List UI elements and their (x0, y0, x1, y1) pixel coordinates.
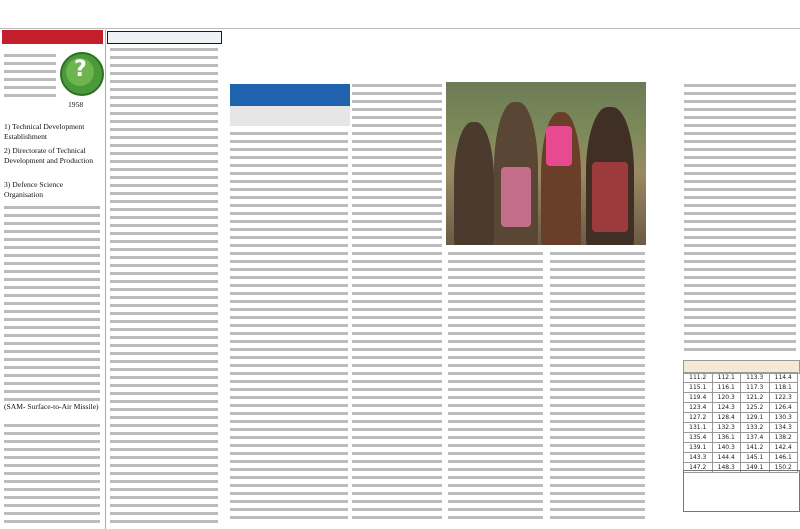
answer-key-cell: 129.1 (741, 413, 770, 423)
table-row (684, 403, 798, 413)
answer-key-cell: 150.2 (769, 463, 798, 473)
table-row (684, 453, 798, 463)
answer-key-cell: 134.3 (769, 423, 798, 433)
answer-key-cell: 120.3 (712, 393, 741, 403)
answer-key-cell: 125.2 (741, 403, 770, 413)
answer-key-cell: 130.3 (769, 413, 798, 423)
answer-key-cell: 133.2 (741, 423, 770, 433)
answer-key-cell: 126.4 (769, 403, 798, 413)
answer-key-cell: 149.1 (741, 463, 770, 473)
table-row (684, 443, 798, 453)
answer-key-cell: 140.3 (712, 443, 741, 453)
tribal-women-photo (446, 82, 646, 245)
answer-key-cell: 118.1 (769, 383, 798, 393)
answer-key-cell: 115.1 (684, 383, 713, 393)
answer-key-cell: 128.4 (712, 413, 741, 423)
column2-heading (107, 31, 222, 44)
answer-key-cell: 123.4 (684, 403, 713, 413)
sidebar-item-1: 1) Technical Development Establishment (4, 122, 85, 141)
answer-key-cell: 116.1 (712, 383, 741, 393)
answer-key-cell: 137.4 (741, 433, 770, 443)
answer-key-cell: 145.1 (741, 453, 770, 463)
answer-key-cell: 146.1 (769, 453, 798, 463)
answer-key-cell: 141.2 (741, 443, 770, 453)
answer-key-table (683, 372, 798, 473)
answer-key-cell: 138.2 (769, 433, 798, 443)
answer-key-cell: 132.3 (712, 423, 741, 433)
top-strip (0, 0, 800, 29)
section-banner-bottom (230, 106, 350, 126)
table-row (684, 433, 798, 443)
answer-key-cell: 113.3 (741, 373, 770, 383)
answer-key-cell: 119.4 (684, 393, 713, 403)
question-mark-icon: ? (74, 57, 87, 82)
table-row (684, 413, 798, 423)
sidebar-item-3: 3) Defence Science Organisation (4, 180, 64, 199)
answer-key-cell: 112.1 (712, 373, 741, 383)
table-row (684, 423, 798, 433)
answer-key-cell: 124.3 (712, 403, 741, 413)
answer-key-cell: 143.3 (684, 453, 713, 463)
answer-key-cell: 148.3 (712, 463, 741, 473)
answer-key-cell: 114.4 (769, 373, 798, 383)
answer-key-cell: 147.2 (684, 463, 713, 473)
table-row (684, 383, 798, 393)
answer-key-cell: 135.4 (684, 433, 713, 443)
section-banner-top (230, 84, 350, 106)
table-row (684, 373, 798, 383)
answer-key-cell: 127.2 (684, 413, 713, 423)
answer-key-cell: 111.2 (684, 373, 713, 383)
sidebar-sam: (SAM- Surface-to-Air Missile) (4, 402, 99, 411)
answer-key-cell: 139.1 (684, 443, 713, 453)
answer-key-cell: 136.1 (712, 433, 741, 443)
answer-key-cell: 131.1 (684, 423, 713, 433)
table-row (684, 393, 798, 403)
credit-box (683, 470, 800, 512)
answer-key-cell: 121.2 (741, 393, 770, 403)
answer-key-cell: 117.3 (741, 383, 770, 393)
answer-key-cell: 142.4 (769, 443, 798, 453)
answer-key-cell: 144.4 (712, 453, 741, 463)
sidebar-item-2: 2) Directorate of Technical Development and Production (4, 146, 93, 165)
sidebar-heading (2, 30, 103, 44)
answer-key-cell: 122.3 (769, 393, 798, 403)
sidebar-year: 1958 (68, 100, 84, 109)
